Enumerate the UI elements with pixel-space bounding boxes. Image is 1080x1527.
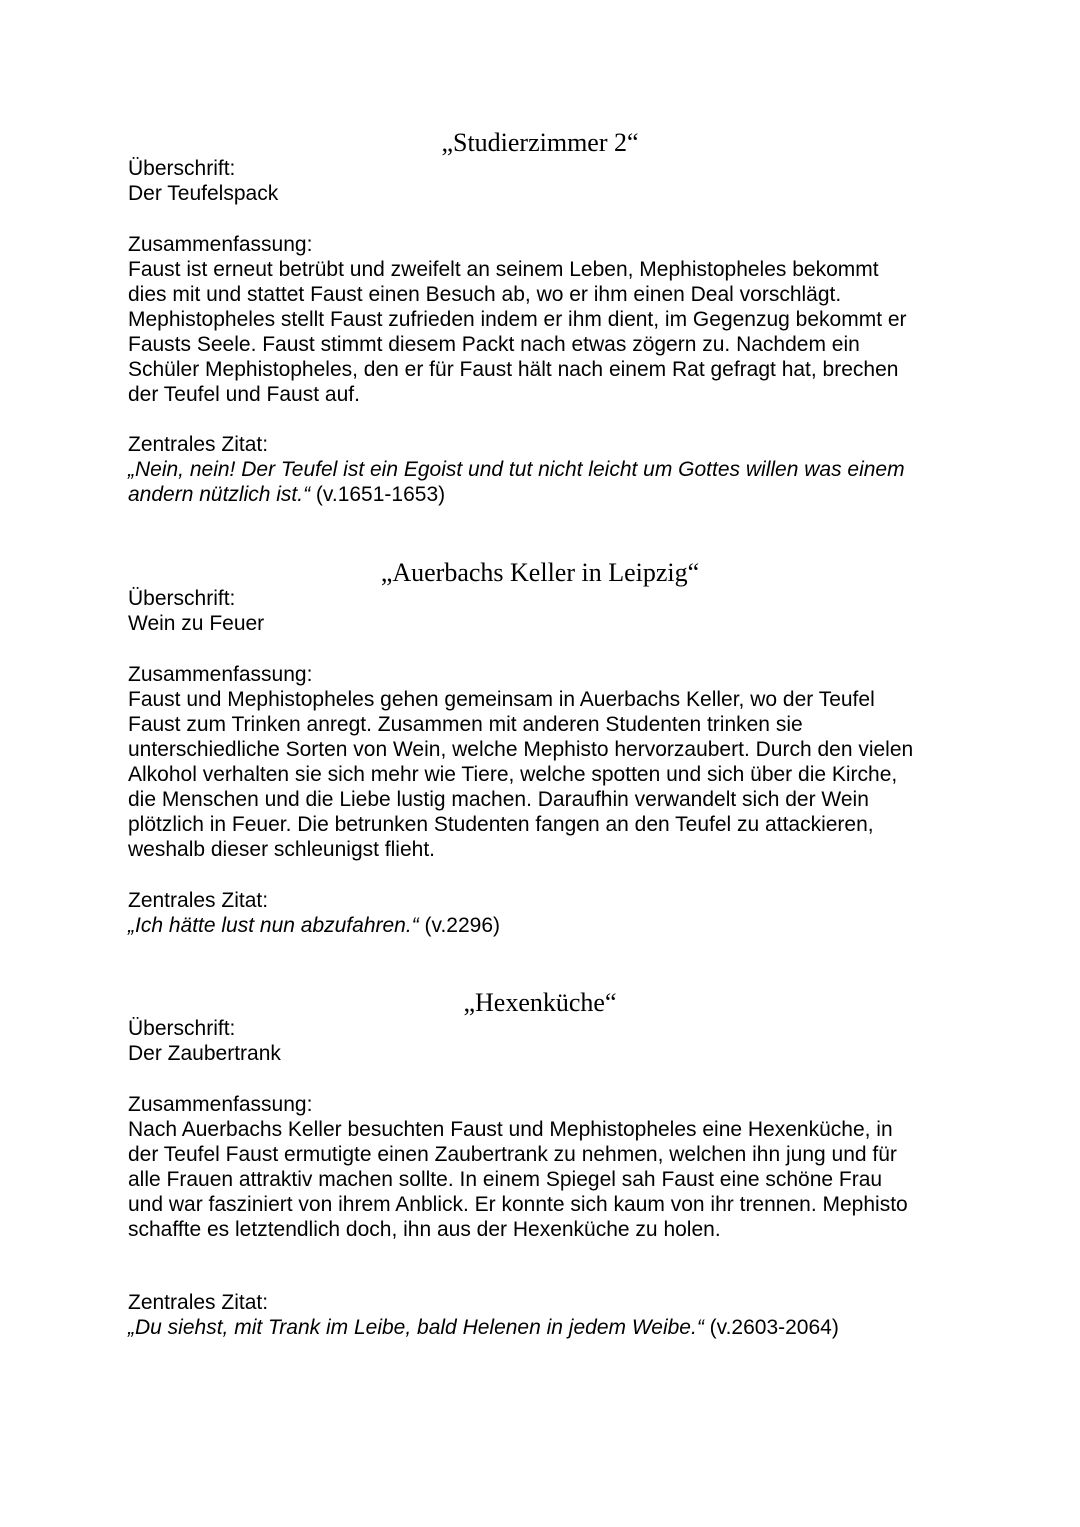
heading-block [128,156,988,206]
quote-text: „Du siehst, mit Trank im Leibe, bald Helenen in jedem Weibe.“ [128,1316,704,1339]
quote-block [128,432,988,507]
heading-label: Überschrift: [128,157,236,180]
summary-line: Alkohol verhalten sie sich mehr wie Tiere, welche spotten und sich über die Kirche, [128,763,898,786]
summary-line: und war fasziniert von ihrem Anblick. Er konnte sich kaum von ihr trennen. Mephisto [128,1193,908,1216]
summary-line: unterschiedliche Sorten von Wein, welche Mephisto hervorzaubert. Durch den vielen [128,738,914,761]
summary-line: dies mit und stattet Faust einen Besuch ab, wo er ihm einen Deal vorschlägt. [128,283,842,306]
quote-line [128,1315,988,1340]
quote-reference: (v.1651-1653) [310,483,446,506]
summary-label: Zusammenfassung: [128,233,313,256]
quote-block [128,888,988,938]
quote-reference: (v.2296) [418,914,501,937]
heading-text: Der Zaubertrank [128,1042,281,1065]
heading-text: Der Teufelspack [128,182,279,205]
summary-line: plötzlich in Feuer. Die betrunken Studenten fangen an den Teufel zu attackieren, [128,813,874,836]
heading-label: Überschrift: [128,587,236,610]
summary-line: Faust zum Trinken anregt. Zusammen mit anderen Studenten trinken sie [128,713,803,736]
quote-label: Zentrales Zitat: [128,889,269,912]
summary-line: Fausts Seele. Faust stimmt diesem Packt nach etwas zögern zu. Nachdem ein [128,333,860,356]
heading-text: Wein zu Feuer [128,612,265,635]
summary-label: Zusammenfassung: [128,1093,313,1116]
quote-text: „Ich hätte lust nun abzufahren.“ [128,914,419,937]
scene-title: „Hexenküche“ [463,988,617,1017]
quote-block [128,1290,988,1340]
scene-title: „Studierzimmer 2“ [441,128,639,157]
summary-block [128,232,988,407]
heading-block [128,1016,988,1066]
heading-label: Überschrift: [128,1017,236,1040]
heading-block [128,586,988,636]
summary-line: Faust und Mephistopheles gehen gemeinsam in Auerbachs Keller, wo der Teufel [128,688,875,711]
quote-reference: (v.2603-2064) [703,1316,839,1339]
summary-line: Schüler Mephistopheles, den er für Faust hält nach einem Rat gefragt hat, brechen [128,358,899,381]
summary-block [128,662,988,862]
summary-line: alle Frauen attraktiv machen sollte. In einem Spiegel sah Faust eine schöne Frau [128,1168,883,1191]
summary-block [128,1092,988,1242]
quote-label: Zentrales Zitat: [128,433,269,456]
summary-line: Faust ist erneut betrübt und zweifelt an seinem Leben, Mephistopheles bekommt [128,258,879,281]
quote-label: Zentrales Zitat: [128,1291,269,1314]
quote-text: andern nützlich ist.“ [128,483,311,506]
scene-title: „Auerbachs Keller in Leipzig“ [380,558,700,587]
summary-line: der Teufel Faust ermutigte einen Zaubertrank zu nehmen, welchen ihn jung und für [128,1143,897,1166]
quote-text: „Nein, nein! Der Teufel ist ein Egoist und tut nicht leicht um Gottes willen was einem [128,458,905,481]
summary-line: der Teufel und Faust auf. [128,383,360,406]
summary-label: Zusammenfassung: [128,663,313,686]
summary-line: Mephistopheles stellt Faust zufrieden indem er ihm dient, im Gegenzug bekommt er [128,308,907,331]
summary-line: schaffte es letztendlich doch, ihn aus der Hexenküche zu holen. [128,1218,721,1241]
summary-line: Nach Auerbachs Keller besuchten Faust und Mephistopheles eine Hexenküche, in [128,1118,893,1141]
summary-line: weshalb dieser schleunigst flieht. [128,838,436,861]
quote-line [128,482,988,507]
summary-line: die Menschen und die Liebe lustig machen. Daraufhin verwandelt sich der Wein [128,788,869,811]
quote-line [128,913,988,938]
